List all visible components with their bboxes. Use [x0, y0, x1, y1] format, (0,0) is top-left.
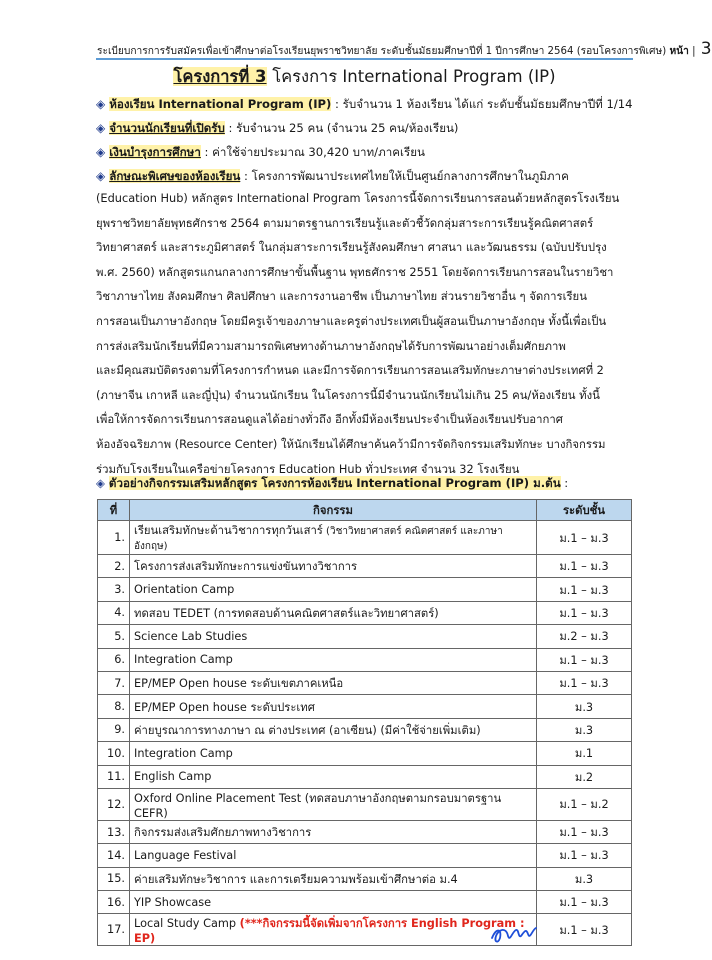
- table-row: [98, 695, 632, 718]
- signature-mark: [488, 918, 544, 948]
- activity-text: ค่ายเสริมทักษะวิชาการ และการเตรียมความพร้อมเข้าศึกษาต่อ ม.4: [134, 872, 458, 886]
- row-level: ม.1 – ม.3: [537, 578, 632, 601]
- activity-note: (***กิจกรรมนี้จัดเพิ่มจากโครงการ English Program : EP): [134, 917, 525, 946]
- row-number: 1.: [98, 521, 130, 555]
- activities-heading-suffix: :: [560, 476, 569, 490]
- info-item-fee: [96, 144, 425, 162]
- row-activity: [130, 765, 537, 788]
- row-level: ม.1 – ม.3: [537, 820, 632, 843]
- project-number-label: โครงการที่ 3: [173, 67, 267, 86]
- activity-text: EP/MEP Open house ระดับเขตภาคเหนือ: [134, 677, 344, 691]
- table-row: [98, 765, 632, 788]
- description-line: และมีคุณสมบัติตรงตามที่โครงการกำหนด และมีการจัดการเรียนการสอนเสริมทักษะภาษาต่างประเทศที่ 2: [96, 363, 604, 378]
- table-row: [98, 648, 632, 671]
- header-divider: [96, 58, 633, 60]
- row-activity: [130, 914, 537, 946]
- activity-text: Science Lab Studies: [134, 629, 248, 643]
- info-label: ลักษณะพิเศษของห้องเรียน: [109, 169, 241, 183]
- info-text: : รับจำนวน 1 ห้องเรียน ได้แก่ ระดับชั้นมัธยมศึกษาปีที่ 1/14: [331, 97, 633, 111]
- row-number: 11.: [98, 765, 130, 788]
- row-number: 9.: [98, 718, 130, 741]
- row-level: ม.1 – ม.3: [537, 555, 632, 578]
- diamond-bullet-icon: ◈: [96, 121, 106, 135]
- activity-text: Orientation Camp: [134, 583, 235, 597]
- row-activity: [130, 788, 537, 820]
- row-number: 6.: [98, 648, 130, 671]
- row-level: ม.1 – ม.3: [537, 648, 632, 671]
- description-line: (Education Hub) หลักสูตร International Program โครงการนี้จัดการเรียนการสอนด้วยหลักสูตรโรงเรียน: [96, 191, 620, 205]
- info-item-features: [96, 168, 569, 186]
- description-line: ยุพราชวิทยาลัยพุทธศักราช 2564 ตามมาตรฐานการเรียนรู้และตัวชี้วัดกลุ่มสาระการเรียนรู้คณิตศาสตร์: [96, 215, 594, 230]
- info-label: เงินบำรุงการศึกษา: [109, 145, 201, 159]
- info-text: : โครงการพัฒนาประเทศไทยให้เป็นศูนย์กลางการศึกษาในภูมิภาค: [240, 169, 569, 183]
- row-number: 14.: [98, 844, 130, 867]
- description-line: พ.ศ. 2560) หลักสูตรแกนกลางการศึกษาขั้นพื้นฐาน พุทธศักราช 2551 โดยจัดการเรียนการสอนในรายวิชา: [96, 264, 614, 279]
- header-level: ระดับชั้น: [537, 500, 632, 521]
- info-item-student-count: [96, 120, 458, 138]
- description-line: ร่วมกับโรงเรียนในเครือข่ายโครงการ Education Hub ทั่วประเทศ จำนวน 32 โรงเรียน: [96, 461, 520, 476]
- row-level: ม.3: [537, 695, 632, 718]
- row-activity: [130, 695, 537, 718]
- row-activity: [130, 625, 537, 648]
- row-level: ม.1 – ม.3: [537, 914, 632, 946]
- row-number: 2.: [98, 555, 130, 578]
- header-activity: กิจกรรม: [130, 500, 537, 521]
- page-separator: |: [692, 46, 696, 57]
- info-text: : ค่าใช้จ่ายประมาณ 30,420 บาท/ภาคเรียน: [200, 145, 425, 159]
- activities-heading: [96, 475, 568, 493]
- table-row: [98, 671, 632, 694]
- activity-text: ค่ายบูรณาการทางภาษา ณ ต่างประเทศ (อาเซียน) (มีค่าใช้จ่ายเพิ่มเติม): [134, 723, 481, 737]
- description-line: วิทยาศาสตร์ และสาระภูมิศาสตร์ ในกลุ่มสาระการเรียนรู้สังคมศึกษา ศาสนา และวัฒนธรรม (ฉบับปรับปรุง: [96, 240, 607, 255]
- activity-text: Local Study Camp: [134, 917, 240, 931]
- description-line: (ภาษาจีน เกาหลี และญี่ปุ่น) จำนวนนักเรียน ในโครงการนี้มีจำนวนนักเรียนไม่เกิน 25 คน/ห้องเรียน ทั้งนี้: [96, 387, 600, 402]
- diamond-bullet-icon: ◈: [96, 145, 106, 159]
- activity-text: English Camp: [134, 770, 212, 784]
- row-number: 3.: [98, 578, 130, 601]
- header-text: ระเบียบการการรับสมัครเพื่อเข้าศึกษาต่อโรงเรียนยุพราชวิทยาลัย ระดับชั้นมัธยมศึกษาปีที่ 1 ปีการศึกษา 2564 (รอบโครงการพิเศษ): [97, 46, 667, 57]
- row-level: ม.1: [537, 742, 632, 765]
- project-title-text: โครงการ International Program (IP): [272, 67, 556, 86]
- table-row: [98, 891, 632, 914]
- row-level: ม.2 – ม.3: [537, 625, 632, 648]
- row-level: ม.1 – ม.3: [537, 891, 632, 914]
- row-number: 13.: [98, 820, 130, 843]
- activity-text: เรียนเสริมทักษะด้านวิชาการทุกวันเสาร์: [134, 524, 323, 537]
- table-row: [98, 788, 632, 820]
- page-title: [96, 62, 633, 92]
- description-line: ห้องอัจฉริยภาพ (Resource Center) ให้นักเรียนได้ศึกษาค้นคว้ามีการจัดกิจกรรมเสริมทักษะ บางกิจกรรม: [96, 436, 606, 451]
- row-activity: [130, 578, 537, 601]
- table-row: [98, 555, 632, 578]
- diamond-bullet-icon: ◈: [96, 169, 106, 183]
- row-activity: [130, 820, 537, 843]
- row-level: ม.2: [537, 765, 632, 788]
- header-no: ที่: [98, 500, 130, 521]
- activity-text: Oxford Online Placement Test (ทดสอบภาษาอังกฤษตามกรอบมาตรฐาน CEFR): [134, 791, 502, 820]
- description-line: เพื่อให้การจัดการเรียนการสอนดูแลได้อย่างทั่วถึง อีกทั้งมีห้องเรียนประจำเป็นห้องเรียนปรับอากาศ: [96, 412, 563, 427]
- info-label: ห้องเรียน International Program (IP): [109, 97, 332, 111]
- table-row: [98, 820, 632, 843]
- table-row: [98, 867, 632, 890]
- row-number: 4.: [98, 601, 130, 624]
- table-row: [98, 742, 632, 765]
- activities-table: [97, 499, 632, 946]
- row-number: 16.: [98, 891, 130, 914]
- page-header: [97, 39, 712, 59]
- activity-text: ทดสอบ TEDET (การทดสอบด้านคณิตศาสตร์และวิทยาศาสตร์): [134, 606, 439, 620]
- diamond-bullet-icon: ◈: [96, 476, 105, 490]
- activity-text: EP/MEP Open house ระดับประเทศ: [134, 700, 315, 714]
- row-activity: [130, 844, 537, 867]
- info-item-classroom: [96, 96, 633, 114]
- activity-text: กิจกรรมส่งเสริมศักยภาพทางวิชาการ: [134, 826, 312, 840]
- row-activity: [130, 718, 537, 741]
- page-label: หน้า: [669, 46, 689, 57]
- row-level: ม.1 – ม.2: [537, 788, 632, 820]
- table-row: [98, 718, 632, 741]
- page-number: 3: [700, 39, 712, 59]
- description-line: การส่งเสริมนักเรียนที่มีความสามารถพิเศษทางด้านภาษาอังกฤษได้รับการพัฒนาอย่างเต็มศักยภาพ: [96, 338, 566, 353]
- activity-text: Integration Camp: [134, 746, 233, 760]
- row-level: ม.1 – ม.3: [537, 521, 632, 555]
- row-level: ม.3: [537, 718, 632, 741]
- table-row: [98, 844, 632, 867]
- row-activity: [130, 648, 537, 671]
- row-level: ม.1 – ม.3: [537, 844, 632, 867]
- row-number: 15.: [98, 867, 130, 890]
- activities-heading-label: ตัวอย่างกิจกรรมเสริมหลักสูตร โครงการห้องเรียน International Program (IP) ม.ต้น: [108, 476, 561, 490]
- description-paragraph: [96, 186, 633, 481]
- row-level: ม.1 – ม.3: [537, 671, 632, 694]
- row-number: 5.: [98, 625, 130, 648]
- description-line: วิชาภาษาไทย สังคมศึกษา ศิลปศึกษา และการงานอาชีพ เป็นภาษาไทย ส่วนรายวิชาอื่น ๆ จัดการเรียน: [96, 289, 587, 304]
- activity-text: Integration Camp: [134, 653, 233, 667]
- table-row: [98, 601, 632, 624]
- table-row: [98, 914, 632, 946]
- row-activity: [130, 742, 537, 765]
- row-activity: [130, 891, 537, 914]
- row-number: 8.: [98, 695, 130, 718]
- table-row: [98, 578, 632, 601]
- info-label: จำนวนนักเรียนที่เปิดรับ: [109, 121, 225, 135]
- table-header-row: [98, 500, 632, 521]
- activity-text: YIP Showcase: [134, 895, 212, 909]
- info-text: : รับจำนวน 25 คน (จำนวน 25 คน/ห้องเรียน): [224, 121, 459, 135]
- activity-text: Language Festival: [134, 848, 237, 862]
- row-level: ม.1 – ม.3: [537, 601, 632, 624]
- row-number: 10.: [98, 742, 130, 765]
- row-number: 7.: [98, 671, 130, 694]
- table-row: [98, 521, 632, 555]
- activity-note: (วิชาวิทยาศาสตร์ คณิตศาสตร์ และภาษาอังกฤษ): [134, 526, 503, 552]
- table-row: [98, 625, 632, 648]
- row-activity: [130, 671, 537, 694]
- row-level: ม.3: [537, 867, 632, 890]
- row-number: 12.: [98, 788, 130, 820]
- description-line: การสอนเป็นภาษาอังกฤษ โดยมีครูเจ้าของภาษาและครูต่างประเทศเป็นผู้สอนเป็นภาษาอังกฤษ ทั้งนี้เพื่อเป็น: [96, 313, 607, 328]
- row-activity: [130, 555, 537, 578]
- row-number: 17.: [98, 914, 130, 946]
- row-activity: [130, 601, 537, 624]
- row-activity: [130, 867, 537, 890]
- diamond-bullet-icon: ◈: [96, 97, 106, 111]
- row-activity: [130, 521, 537, 555]
- activity-text: โครงการส่งเสริมทักษะการแข่งขันทางวิชาการ: [134, 560, 358, 574]
